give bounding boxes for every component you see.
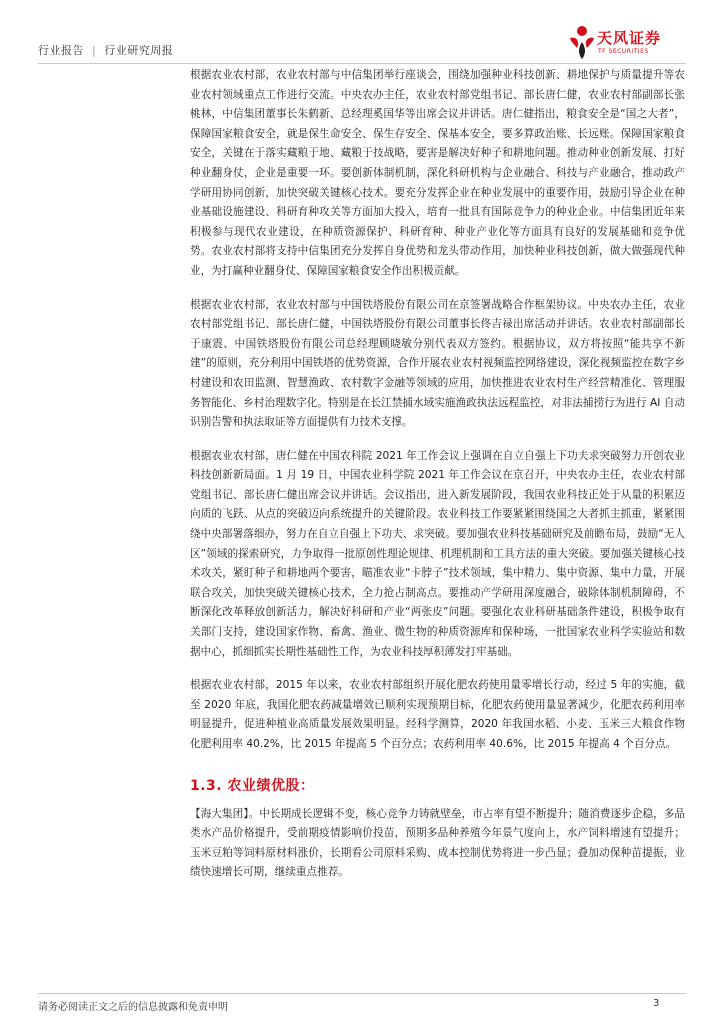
paragraph-caas-meeting: 根据农业农村部，唐仁健在中国农科院 2021 年工作会议上强调在自立自强上下功夫求突破努力开创农业科技创新新局面。1 月 19 日，中国农业科学院 2021 年工作会议在京召开，中央农办主任，农业农村部党组书记、部长唐仁健出席会议并讲话。会议指出，进入新发展阶段，我国农业科技正处于从量的积累迈向质的飞跃、从点的突破迈向系统提升的关键阶段。农业科技工作要紧紧围绕国之大者抓主抓重，紧紧围绕中央部署落细办，努力在自立自强上下功夫、求突破。要加强农业科技基础研究及前瞻布局，鼓励“无人区”领域的探索研究，力争取得一批原创性理论规律、机理机制和工具方法的重大突破。要加强关键核心技术攻关，紧盯种子和耕地两个要害，瞄准农业“卡脖子”技术领域，集中精力、集中资源、集中力量，开展联合攻关，加快突破关键核心技术，全力抢占制高点。要推动产学研用深度融合，破除体制机制障碍，不断深化改革释放创新活力，解决好科研和产业“两张皮”问题。要强化农业科研基础条件建设，积极争取有关部门支持，建设国家作物、畜禽、渔业、微生物的种质资源库和保种场，一批国家农业科学实验站和数据中心，抓细抓实长期性基础性工作，为农业科技厚积薄发打牢基础。 [190, 449, 685, 658]
paragraph-cofco-citic: 根据农业农村部，农业农村部与中信集团举行座谈会，围绕加强种业科技创新、耕地保护与质量提升等农业农村领域重点工作进行交流。中央农办主任，农业农村部党组书记、部长唐仁健，农业农村部副部长张桃林，中信集团董事长朱鹤新、总经理奚国华等出席会议并讲话。唐仁健指出，粮食安全是“国之大者”，保障国家粮食安全，就是保生命安全、保生存安全、保基本安全，要多算政治账、长远账。保障国家粮食安全，关键在于落实藏粮于地、藏粮于技战略，要害是解决好种子和耕地问题。推动种业创新发展、打好种业翻身仗，企业是重要一环。要创新体制机制，深化科研机构与企业融合、科技与产业融合，推动政产学研用协同创新，加快突破关键核心技术。要充分发挥企业在种业发展中的重要作用，鼓励引导企业在种业基础设施建设、科研育种攻关等方面加大投入，培育一批具有国际竞争力的种业企业。中信集团近年来积极参与现代农业建设，在种质资源保护、科研育种、种业产业化等方面具有良好的发展基础和竞争优势。农业农村部将支持中信集团充分发挥自身优势和龙头带动作用，加快种业科技创新，做大做强现代种业，为打赢种业翻身仗、保障国家粮食安全作出积极贡献。 [190, 69, 685, 277]
header-divider [38, 63, 686, 64]
company-logo [567, 24, 717, 64]
footer-divider [38, 993, 686, 994]
logo-text: 天风证券 [597, 29, 662, 47]
paragraph-haid-group: 【海大集团】。中长期成长逻辑不变，核心竞争力铸就壁垒，市占率有望不断提升；随消费逐步企稳，多品类水产品价格提升，受前期疫情影响价投苗，预期多品种养殖今年景气度向上，水产饲料增速有望提升；玉米豆粕等饲料原材料涨价，长期看公司原料采购、成本控制优势将进一步凸显；叠加动保种苗提振，业绩快速增长可期，继续重点推荐。 [190, 807, 685, 879]
paragraph-fertilizer: 根据农业农村部，2015 年以来，农业农村部组织开展化肥农药使用量零增长行动，经过 5 年的实施，截至 2020 年底，我国化肥农药减量增效已顺利实现预期目标，化肥农药使用量显著减少，化肥农药利用率明显提升，促进种植业高质量发展效果明显。经科学测算，2020 年我国水稻、小麦、玉米三大粮食作物化肥利用率 40.2%，比 2015 年提高 5 个百分点；农药利用率 40.6%，比 2015 年提高 4 个百分点。 [190, 679, 685, 750]
paragraph-china-tower: 根据农业农村部，农业农村部与中国铁塔股份有限公司在京签署战略合作框架协议。中央农办主任，农业农村部党组书记、部长唐仁健，中国铁塔股份有限公司董事长佟吉禄出席活动并讲话。农业农村部副部长于康震、中国铁塔股份有限公司总经理顾晓敏分别代表双方签约。根据协议，双方将按照“能共享不新建”的原则，充分利用中国铁塔的优势资源，合作开展农业农村视频监控网络建设，深化视频监控在数字乡村建设和农田监测、智慧渔政、农村数字金融等领域的应用，加快推进农业农村生产经营精准化、管理服务智能化、乡村治理数字化。特别是在长江禁捕水域实施渔政执法远程监控，对非法捕捞行为进行 AI 自动识别告警和执法取证等方面提供有力技术支撑。 [190, 298, 685, 429]
logo-subtext: TF SECURITIES [598, 48, 649, 55]
report-body [190, 66, 685, 897]
report-category: 行业报告 [38, 44, 84, 57]
section-title: 1.3. 农业绩优股： [190, 777, 315, 794]
footer-disclaimer: 请务必阅读正文之后的信息披露和免责申明 [38, 1002, 228, 1013]
header-separator: | [92, 44, 97, 57]
page-number: 3 [653, 998, 660, 1009]
report-header [38, 42, 173, 58]
report-subcategory: 行业研究周报 [104, 44, 174, 57]
logo-mark-icon [567, 24, 597, 60]
